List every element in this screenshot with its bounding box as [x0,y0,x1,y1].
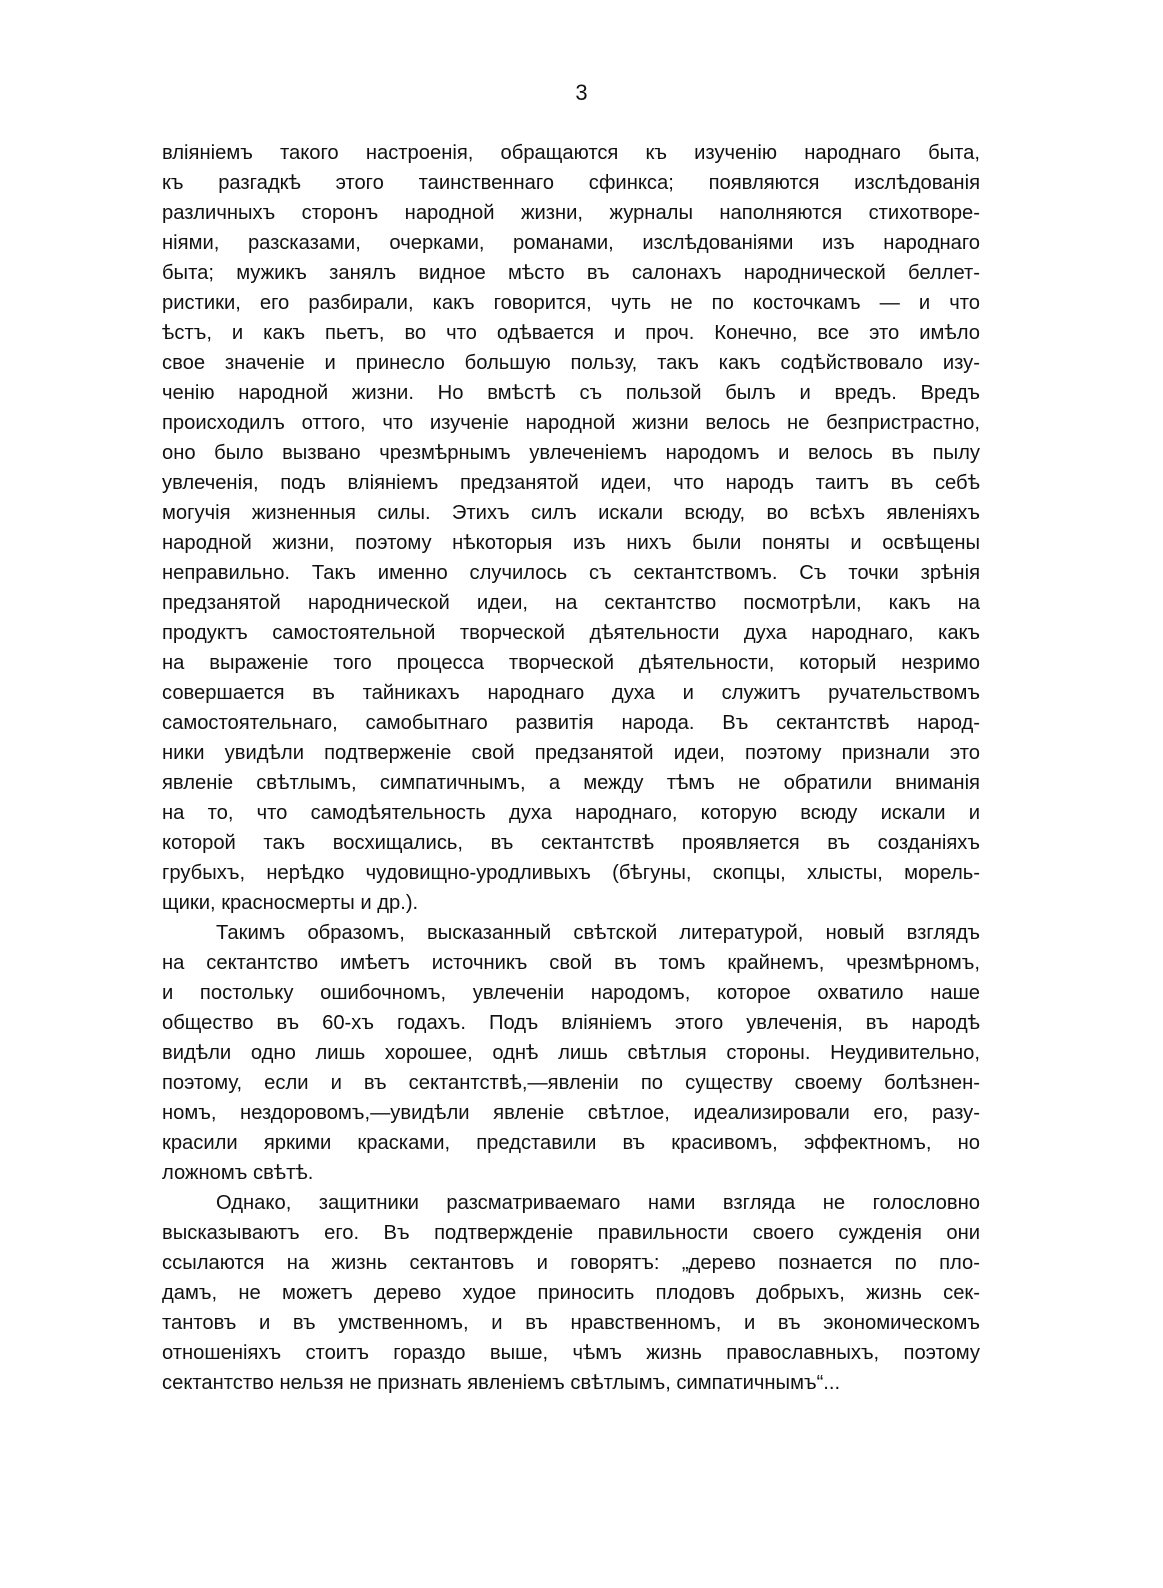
text-line: къ разгадкѣ этого таинственнаго сфинкса; появляются изслѣдованія [162,172,980,194]
text-line: ченію народной жизни. Но вмѣстѣ съ пользой былъ и вредъ. Вредъ [162,382,980,404]
text-line: тантовъ и въ умственномъ, и въ нравственномъ, и въ экономическомъ [162,1312,980,1334]
text-line: различныхъ сторонъ народной жизни, журналы наполняются стихотворе- [162,202,980,224]
text-line: на то, что самодѣятельность духа народнаго, которую всюду искали и [162,802,980,824]
text-line: и постольку ошибочномъ, увлеченіи народомъ, которое охватило наше [162,982,980,1004]
text-line: дамъ, не можетъ дерево худое приносить плодовъ добрыхъ, жизнь сек- [162,1282,980,1304]
text-line: продуктъ самостоятельной творческой дѣятельности духа народнаго, какъ [162,622,980,644]
text-line: щики, красносмерты и др.). [162,892,419,914]
text-line: ѣстъ, и какъ пьетъ, во что одѣвается и проч. Конечно, все это имѣло [162,322,980,344]
text-line: на выраженіе того процесса творческой дѣятельности, который незримо [162,652,980,674]
text-line: которой такъ восхищались, въ сектантствѣ проявляется въ созданіяхъ [162,832,980,854]
text-line: красили яркими красками, представили въ красивомъ, эффектномъ, но [162,1132,980,1154]
text-line: Такимъ образомъ, высказанный свѣтской литературой, новый взглядъ [216,922,980,944]
text-line: происходилъ оттого, что изученіе народной жизни велось не безпристрастно, [162,412,980,434]
text-line: увлеченія, подъ вліяніемъ предзанятой идеи, что народъ таитъ въ себѣ [162,472,980,494]
text-line: свое значеніе и принесло большую пользу, такъ какъ содѣйствовало изу- [162,352,980,374]
body-text [162,138,980,1398]
text-line: ристики, его разбирали, какъ говорится, чуть не по косточкамъ — и что [162,292,980,314]
paragraph-3 [162,1188,980,1398]
text-line: грубыхъ, нерѣдко чудовищно-уродливыхъ (бѣгуны, скопцы, хлысты, морель- [162,862,980,884]
text-line: общество въ 60-хъ годахъ. Подъ вліяніемъ этого увлеченія, въ народѣ [162,1012,980,1034]
text-line: номъ, нездоровомъ,—увидѣли явленіе свѣтлое, идеализировали его, разу- [162,1102,980,1124]
paragraph-2 [162,918,980,1188]
text-line: ники увидѣли подтверженіе свой предзанятой идеи, поэтому признали это [162,742,980,764]
text-line: оно было вызвано чрезмѣрнымъ увлеченіемъ народомъ и велось въ пылу [162,442,980,464]
text-line: отношеніяхъ стоитъ гораздо выше, чѣмъ жизнь православныхъ, поэтому [162,1342,980,1364]
text-line: явленіе свѣтлымъ, симпатичнымъ, а между тѣмъ не обратили вниманія [162,772,980,794]
text-line: неправильно. Такъ именно случилось съ сектантствомъ. Съ точки зрѣнія [162,562,980,584]
text-line: вліяніемъ такого настроенія, обращаются къ изученію народнаго быта, [162,142,980,164]
text-line: на сектантство имѣетъ источникъ свой въ томъ крайнемъ, чрезмѣрномъ, [162,952,980,974]
page-number: 3 [575,80,588,105]
text-line: могучія жизненныя силы. Этихъ силъ искали всюду, во всѣхъ явленіяхъ [162,502,980,524]
text-line: Однако, защитники разсматриваемаго нами взгляда не голословно [216,1192,980,1214]
paragraph-1 [162,138,980,918]
text-line: сектантство нельзя не признать явленіемъ свѣтлымъ, симпатичнымъ“... [162,1372,841,1394]
text-line: народной жизни, поэтому нѣкоторыя изъ нихъ были поняты и освѣщены [162,532,980,554]
text-line: видѣли одно лишь хорошее, однѣ лишь свѣтлыя стороны. Неудивительно, [162,1042,980,1064]
text-line: ніями, разсказами, очерками, романами, изслѣдованіями изъ народнаго [162,232,980,254]
text-line: ссылаются на жизнь сектантовъ и говорятъ: „дерево познается по пло- [162,1252,980,1274]
text-line: поэтому, если и въ сектантствѣ,—явленіи по существу своему болѣзнен- [162,1072,980,1094]
text-line: предзанятой народнической идеи, на сектантство посмотрѣли, какъ на [162,592,980,614]
text-line: самостоятельнаго, самобытнаго развитія народа. Въ сектантствѣ народ- [162,712,980,734]
text-line: быта; мужикъ занялъ видное мѣсто въ салонахъ народнической беллет- [162,262,980,284]
text-line: высказываютъ его. Въ подтвержденіе правильности своего сужденія они [162,1222,980,1244]
text-line: ложномъ свѣтѣ. [162,1162,314,1184]
text-line: совершается въ тайникахъ народнаго духа и служитъ ручательствомъ [162,682,980,704]
